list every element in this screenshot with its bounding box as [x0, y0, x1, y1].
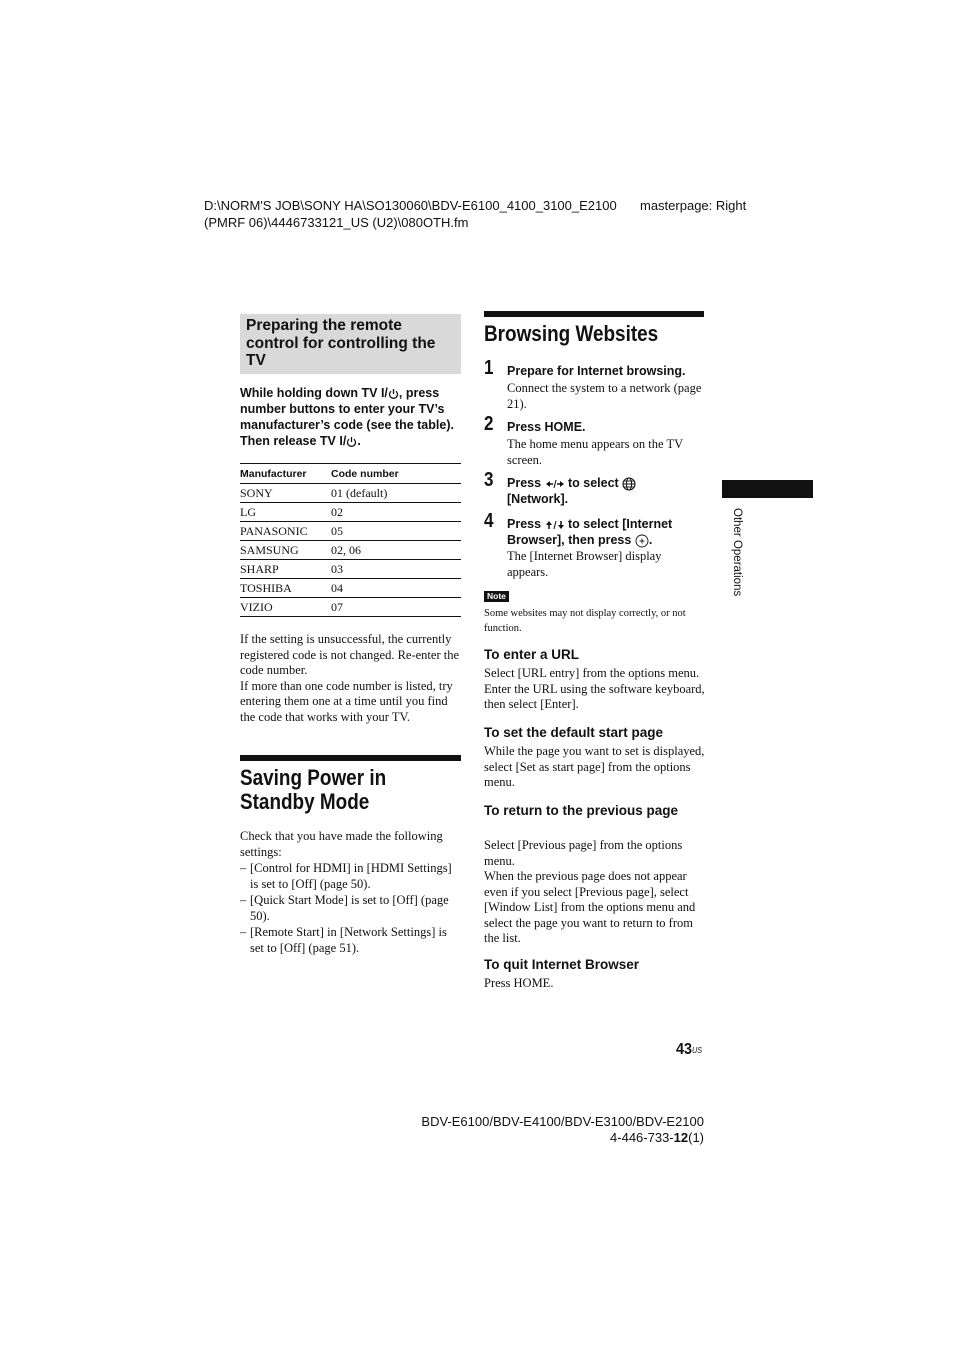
file-path-header — [204, 197, 747, 231]
section-rule — [484, 311, 704, 317]
step-title — [507, 516, 689, 548]
note-badge: Note — [484, 591, 509, 602]
enter-url-heading: To enter a URL — [484, 647, 580, 662]
table-header-row — [240, 464, 461, 484]
column-header-manufacturer: Manufacturer — [240, 464, 331, 484]
step-body: The home menu appears on the TV screen. — [507, 437, 683, 467]
saving-power-title — [240, 766, 386, 814]
manufacturer-cell: TOSHIBA — [240, 579, 331, 598]
up-down-arrows-icon — [545, 520, 565, 530]
column-header-code: Code number — [331, 464, 461, 484]
code-cell: 07 — [331, 598, 461, 617]
step-title: Prepare for Internet browsing. — [507, 364, 686, 378]
list-item-text: [Remote Start] in [Network Settings] is set to [Off] (page 51). — [250, 925, 447, 955]
step-title-part: Press — [507, 476, 545, 490]
saving-power-body — [240, 829, 462, 956]
enter-circle-icon — [635, 534, 649, 548]
list-item: – [Remote Start] in [Network Settings] is set to [Off] (page 51). — [240, 925, 447, 955]
saving-intro: Check that you have made the following settings: — [240, 829, 443, 859]
document-code — [421, 1130, 704, 1146]
side-tab-label: Other Operations — [731, 508, 743, 597]
quit-browser-body: Press HOME. — [484, 976, 554, 990]
remote-subheading-box — [240, 314, 461, 374]
step-title — [507, 475, 647, 507]
list-item-text: [Quick Start Mode] is set to [Off] (page 50). — [250, 893, 449, 923]
code-part-bold: 12 — [673, 1130, 689, 1145]
step-number: 2 — [484, 413, 494, 435]
previous-page-heading: To return to the previous page — [484, 803, 679, 818]
code-cell: 02, 06 — [331, 541, 461, 560]
table-row — [240, 598, 461, 617]
manufacturer-cell: SONY — [240, 484, 331, 503]
manufacturer-cell: SHARP — [240, 560, 331, 579]
file-path-line1: D:\NORM'S JOB\SONY HA\SO130060\BDV-E6100_4100_3100_E2100 — [204, 198, 617, 213]
model-footer — [421, 1114, 704, 1146]
table-row — [240, 522, 461, 541]
section-rule — [240, 755, 461, 761]
step-body: Connect the system to a network (page 21). — [507, 381, 702, 411]
code-cell: 04 — [331, 579, 461, 598]
step-number: 1 — [484, 357, 494, 379]
unsuccessful-setting-text — [240, 632, 462, 725]
code-cell: 02 — [331, 503, 461, 522]
manufacturer-cell: PANASONIC — [240, 522, 331, 541]
file-path-line2: (PMRF 06)\4446733121_US (U2)\080OTH.fm — [204, 215, 469, 230]
table-row — [240, 579, 461, 598]
title-line: Standby Mode — [240, 789, 370, 814]
step-number: 3 — [484, 469, 494, 491]
side-tab-marker — [722, 480, 813, 498]
page-number-suffix: US — [692, 1046, 703, 1055]
masterpage-label: masterpage: Right — [640, 198, 747, 213]
table-row — [240, 503, 461, 522]
manufacturer-cell: VIZIO — [240, 598, 331, 617]
code-part: (1) — [688, 1130, 704, 1145]
power-icon: I/ — [381, 386, 399, 400]
step-body: The [Internet Browser] display appears. — [507, 549, 662, 579]
paragraph: If the setting is unsuccessful, the currently registered code is not changed. Re-enter the code number. — [240, 632, 460, 677]
network-globe-icon — [622, 477, 636, 491]
paragraph: Select [Previous page] from the options menu. — [484, 838, 683, 868]
power-icon: I/ — [339, 434, 357, 448]
manufacturer-cell: SAMSUNG — [240, 541, 331, 560]
code-part: 4-446-733- — [610, 1130, 674, 1145]
instruction-part-2: , press number buttons to enter your TV’s manufacturer’s code (see the table). Then release TV — [240, 386, 454, 448]
list-item-text: [Control for HDMI] in [HDMI Settings] is set to [Off] (page 50). — [250, 861, 452, 891]
manufacturer-code-table — [240, 463, 461, 617]
note-text: Some websites may not display correctly, or not function. — [484, 608, 686, 634]
instruction-part-3: . — [357, 434, 361, 448]
step-title-part: Press — [507, 517, 545, 531]
default-start-page-heading: To set the default start page — [484, 725, 664, 740]
enter-url-body: Select [URL entry] from the options menu. Enter the URL using the software keyboard, then select [Enter]. — [484, 666, 705, 711]
step-title-part: . — [648, 533, 653, 547]
step-title-part: to select — [564, 476, 623, 490]
instruction-part-1: While holding down TV — [240, 386, 381, 400]
default-start-page-body: While the page you want to set is displayed, select [Set as start page] from the options menu. — [484, 744, 705, 789]
code-cell: 03 — [331, 560, 461, 579]
table-row — [240, 484, 461, 503]
quit-browser-heading: To quit Internet Browser — [484, 957, 640, 972]
paragraph: When the previous page does not appear even if you select [Previous page], select [Window List] from the options menu and select the page you want to return to from the list. — [484, 869, 696, 945]
code-cell: 01 (default) — [331, 484, 461, 503]
step-title-part: [Network]. — [507, 492, 569, 506]
previous-page-body — [484, 838, 706, 947]
table-row — [240, 541, 461, 560]
step-title-part: to select [Internet Browser], then press — [507, 517, 673, 547]
remote-subheading: Preparing the remote control for controlling the TV — [246, 317, 436, 369]
table-row — [240, 560, 461, 579]
model-list: BDV-E6100/BDV-E4100/BDV-E3100/BDV-E2100 — [421, 1114, 704, 1129]
code-cell: 05 — [331, 522, 461, 541]
step-number: 4 — [484, 510, 494, 532]
page-number — [676, 1041, 702, 1059]
step-title: Press HOME. — [507, 420, 586, 434]
remote-instruction — [240, 385, 462, 449]
title-line: Saving Power in — [240, 765, 387, 790]
paragraph: If more than one code number is listed, try entering them one at a time until you find the code that works with your TV. — [240, 678, 453, 724]
list-item: – [Quick Start Mode] is set to [Off] (page 50). — [240, 893, 449, 923]
left-right-arrows-icon — [545, 479, 565, 489]
browsing-websites-title: Browsing Websites — [484, 321, 659, 346]
list-item: – [Control for HDMI] in [HDMI Settings] is set to [Off] (page 50). — [240, 861, 452, 891]
page-number-value: 43 — [676, 1041, 693, 1058]
manufacturer-cell: LG — [240, 503, 331, 522]
